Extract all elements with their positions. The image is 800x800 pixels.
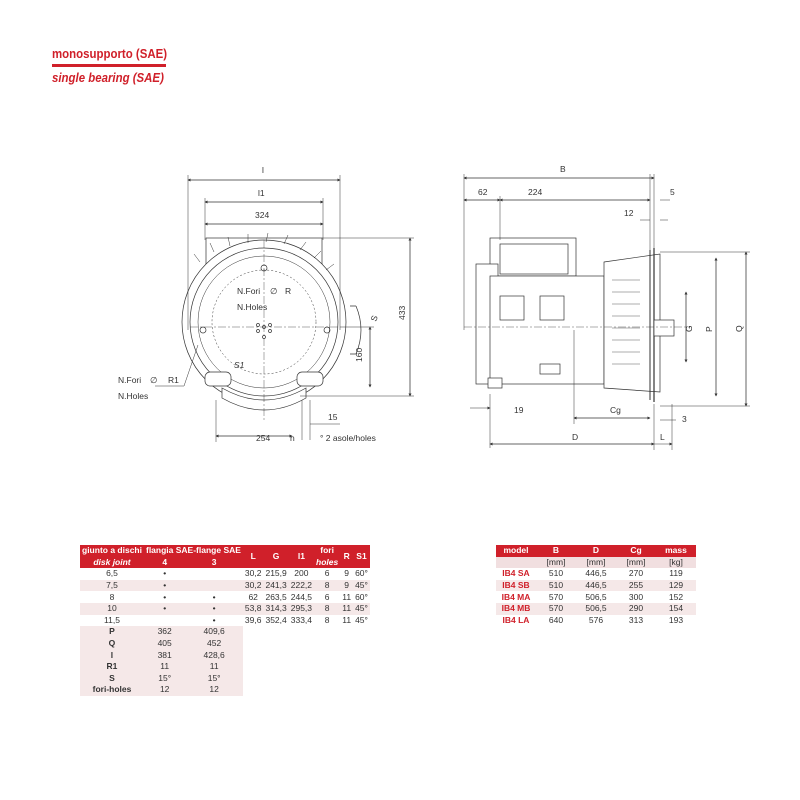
param-label: l	[80, 649, 144, 661]
col-holes: holes	[316, 556, 339, 567]
cell: 62	[243, 591, 264, 603]
dim-l1-label: l1	[258, 188, 265, 198]
unit: [mm]	[616, 557, 656, 569]
col-l: L	[243, 545, 264, 568]
dim-12-label: 12	[624, 208, 634, 218]
dim-3-label: 3	[682, 414, 687, 424]
cell: 313	[616, 615, 656, 627]
model-table	[496, 545, 696, 626]
dim-s-label: S	[368, 313, 380, 323]
cell: 8	[80, 591, 144, 603]
dim-b-label: B	[560, 164, 566, 174]
cell: 446,5	[576, 580, 616, 592]
dim-d-label: D	[572, 432, 579, 442]
dim-433-label: 433	[397, 305, 407, 320]
param-label: fori-holes	[80, 684, 144, 696]
cell: 6,5	[80, 568, 144, 580]
col-g: G	[263, 545, 288, 568]
cell: 362	[144, 626, 185, 638]
col-sae3: 3	[185, 557, 243, 569]
nholes-side-label: N.Holes	[118, 391, 149, 401]
dim-19-label: 19	[514, 405, 524, 415]
param-label: P	[80, 626, 144, 638]
cell: 60°	[355, 568, 368, 579]
unit: [mm]	[536, 557, 576, 569]
col-b: B	[536, 545, 576, 557]
col-d: D	[576, 545, 616, 557]
cell: 12	[144, 684, 185, 696]
cell: 8	[314, 580, 340, 592]
cell: •	[144, 580, 185, 592]
cell: 11	[342, 591, 352, 602]
dim-r1-label: R1	[168, 375, 179, 385]
cell: 300	[616, 591, 656, 603]
dim-224-label: 224	[528, 187, 543, 197]
col-mass: mass	[656, 545, 696, 557]
cell: 452	[185, 638, 243, 650]
cell: 119	[656, 568, 696, 580]
dim-l-side-label: L	[660, 432, 665, 442]
cell: 222,2	[290, 580, 313, 591]
dim-n-label: n	[290, 433, 295, 443]
dim-s1-label: S1	[234, 360, 245, 370]
model-name: IB4 MA	[496, 591, 536, 603]
cell: 270	[616, 568, 656, 580]
unit: [mm]	[576, 557, 616, 569]
dim-r-label: R	[285, 286, 292, 296]
title-english: single bearing (SAE)	[52, 70, 164, 85]
cell: 11	[144, 661, 185, 673]
dim-cg-label: Cg	[610, 405, 621, 415]
diam-symbol-side: ∅	[150, 375, 158, 385]
cell: 241,3	[265, 580, 287, 591]
cell: 45°	[355, 580, 368, 591]
cell: 12	[185, 684, 243, 696]
front-view	[182, 233, 361, 420]
title-italian: monosupporto (SAE)	[52, 46, 168, 61]
cell: 640	[536, 615, 576, 627]
cell: 10	[80, 603, 144, 615]
cell: 255	[616, 580, 656, 592]
cell: •	[144, 591, 185, 603]
cell: 15°	[144, 673, 185, 685]
col-l1: l1	[289, 545, 314, 568]
col-flangia: flangia SAE-flange SAE	[145, 545, 241, 556]
col-cg: Cg	[616, 545, 656, 557]
dim-324-label: 324	[255, 210, 270, 220]
flange-table	[80, 545, 370, 696]
col-r: R	[340, 545, 353, 568]
cell: 45°	[355, 603, 368, 614]
cell: 570	[536, 603, 576, 615]
cell: 263,5	[265, 591, 287, 602]
cell: 314,3	[265, 603, 287, 614]
cell: •	[185, 603, 243, 615]
cell: 244,5	[290, 591, 313, 602]
model-name: IB4 SA	[496, 568, 536, 580]
cell: 570	[536, 591, 576, 603]
cell: 11,5	[80, 615, 144, 627]
cell: 11	[342, 614, 352, 625]
unit: [kg]	[656, 557, 696, 569]
col-disk-joint: disk joint	[80, 557, 144, 569]
dim-g-label: G	[684, 325, 694, 332]
cell: 193	[656, 615, 696, 627]
cell	[185, 568, 243, 580]
cell: 352,4	[265, 614, 287, 625]
cell: 6	[314, 591, 340, 603]
cell: 7,5	[80, 580, 144, 592]
col-sae4: 4	[144, 557, 185, 569]
side-view	[464, 238, 690, 402]
cell: 576	[576, 615, 616, 627]
param-label: R1	[80, 661, 144, 673]
asole-label: ° 2 asole/holes	[320, 433, 376, 443]
cell: 15°	[185, 673, 243, 685]
cell: 11	[185, 661, 243, 673]
cell: 381	[144, 649, 185, 661]
cell: 154	[656, 603, 696, 615]
param-label: S	[80, 673, 144, 685]
col-giunto: giunto a dischi	[82, 545, 142, 556]
cell: 53,8	[244, 603, 262, 614]
cell: 506,5	[576, 603, 616, 615]
cell: 510	[536, 568, 576, 580]
nholes-top-label: N.Holes	[237, 302, 268, 312]
model-name: IB4 SB	[496, 580, 536, 592]
dim-l-label: l	[262, 165, 264, 175]
cell: 290	[616, 603, 656, 615]
cell: 200	[289, 568, 314, 580]
diam-symbol-top: ∅	[270, 286, 278, 296]
dim-q-label: Q	[734, 325, 744, 332]
nfori-top-label: N.Fori	[237, 286, 261, 296]
cell: 152	[656, 591, 696, 603]
cell: 30,2	[244, 568, 262, 579]
cell: 11	[342, 603, 352, 614]
unit	[496, 557, 536, 569]
cell: •	[185, 615, 243, 627]
cell: 6	[314, 568, 340, 580]
cell: 510	[536, 580, 576, 592]
cell: 506,5	[576, 591, 616, 603]
cell: •	[144, 568, 185, 580]
model-name: IB4 MB	[496, 603, 536, 615]
param-label: Q	[80, 638, 144, 650]
cell: 129	[656, 580, 696, 592]
cell: 446,5	[576, 568, 616, 580]
col-model: model	[496, 545, 536, 557]
dim-160-label: 160	[354, 347, 364, 362]
dim-62-label: 62	[478, 187, 488, 197]
cell: 8	[314, 615, 340, 627]
dim-p-label: P	[704, 326, 714, 332]
col-fori: fori	[314, 545, 340, 557]
cell	[185, 580, 243, 592]
cell: 39,6	[244, 614, 262, 625]
cell: 9	[340, 568, 353, 580]
dim-15-label: 15	[328, 412, 338, 422]
cell: 409,6	[185, 626, 243, 638]
cell: 428,6	[185, 649, 243, 661]
cell: 405	[144, 638, 185, 650]
cell: 333,4	[290, 614, 313, 625]
cell: 8	[314, 603, 340, 615]
cell: 60°	[355, 591, 368, 602]
nfori-side-label: N.Fori	[118, 375, 142, 385]
cell: 9	[340, 580, 353, 592]
model-name: IB4 LA	[496, 615, 536, 627]
dim-5-label: 5	[670, 187, 675, 197]
cell	[144, 615, 185, 627]
dim-254-label: 254	[256, 433, 271, 443]
cell: 30,2	[244, 580, 262, 591]
cell: •	[144, 603, 185, 615]
col-s1: S1	[353, 545, 370, 568]
cell: 215,9	[265, 568, 287, 579]
cell: •	[185, 591, 243, 603]
cell: 295,3	[290, 603, 313, 614]
cell: 45°	[355, 614, 368, 625]
